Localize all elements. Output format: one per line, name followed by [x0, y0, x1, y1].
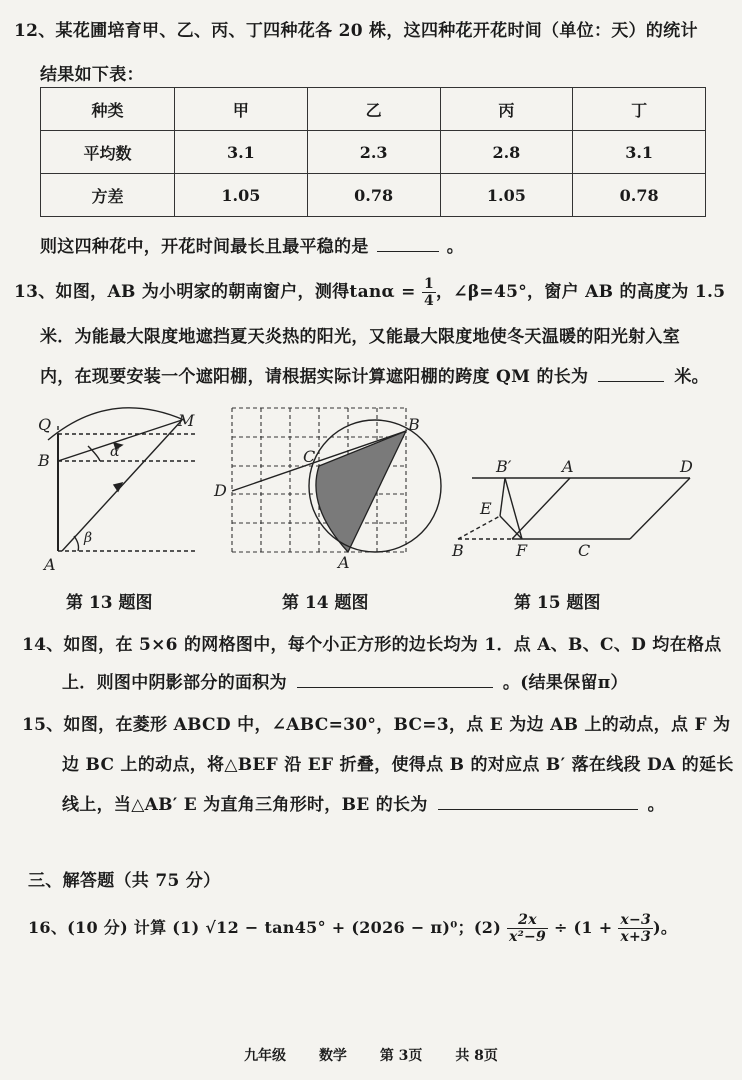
table-cell: 1.05 — [440, 174, 573, 217]
q12-line2: 结果如下表： — [40, 65, 144, 85]
table-header-cell: 丙 — [440, 88, 573, 131]
answer-blank — [297, 673, 493, 688]
q13-line2: 米．为能最大限度地遮挡夏天炎热的阳光，又能最大限度地使冬天温暖的阳光射入室 — [40, 327, 681, 347]
q16-part-c: )。 — [653, 918, 678, 937]
figure-13 — [48, 408, 196, 551]
figures-area — [0, 396, 742, 586]
label-f: F — [516, 541, 528, 560]
q15-line1: 15、如图，在菱形 ABCD 中，∠ABC=30°，BC=3，点 E 为边 AB 上的动点，点 F 为 — [22, 715, 731, 735]
table-row — [41, 131, 706, 174]
footer-subject: 数学 — [318, 1048, 347, 1064]
q13-line1-a: 13、如图，AB 为小明家的朝南窗户，测得tanα = — [14, 282, 416, 302]
label-b: B — [38, 451, 50, 470]
q13-line3-end: 米。 — [674, 367, 709, 387]
section-title: 三、解答题（共 75 分） — [28, 871, 221, 891]
label-b-prime: B′ — [496, 457, 512, 476]
label-d: D — [214, 481, 227, 500]
table-row — [41, 174, 706, 217]
label-a: A — [44, 555, 56, 574]
q16-fraction-2 — [618, 912, 653, 945]
label-d: D — [680, 457, 693, 476]
table-cell: 方差 — [41, 174, 175, 217]
page-footer — [0, 1045, 742, 1065]
table-cell: 0.78 — [573, 174, 706, 217]
table-cell: 2.8 — [440, 131, 573, 174]
table-header-cell: 丁 — [573, 88, 706, 131]
q16-part-b: ÷ (1 + — [553, 918, 613, 937]
q12-end: 。 — [446, 237, 465, 257]
fraction-denominator: x²−9 — [508, 929, 547, 945]
table-header-cell: 乙 — [307, 88, 440, 131]
figure-15 — [458, 478, 690, 539]
q15-line3 — [62, 790, 665, 815]
fraction-numerator: 1 — [423, 276, 434, 292]
q13-line1-b: ，∠β=45°，窗户 AB 的高度为 1.5 — [435, 282, 726, 302]
figure-15-labels — [451, 457, 693, 560]
table-header-cell: 甲 — [175, 88, 308, 131]
fraction-denominator: 4 — [423, 293, 434, 309]
sun-arc — [48, 408, 184, 440]
footer-total: 共 8页 — [455, 1048, 498, 1064]
table-cell: 2.3 — [307, 131, 440, 174]
q12-question — [40, 232, 464, 257]
table-cell: 平均数 — [41, 131, 175, 174]
q13-line1 — [14, 276, 725, 309]
figure-14-caption: 第 14 题图 — [282, 593, 369, 613]
label-b: B — [408, 415, 420, 434]
label-alpha: α — [110, 444, 120, 460]
beta-arc — [74, 536, 79, 551]
label-m: M — [178, 411, 195, 430]
footer-grade: 九年级 — [244, 1048, 287, 1064]
q14-line1: 14、如图，在 5×6 的网格图中，每个小正方形的边长均为 1．点 A、B、C、D 均在格点 — [22, 635, 722, 655]
q14-line2-text: 上．则图中阴影部分的面积为 — [62, 673, 287, 693]
q14-line2-end: 。(结果保留π） — [502, 673, 628, 693]
q13-line3-text: 内，在现要安装一个遮阳棚，请根据实际计算遮阳棚的跨度 QM 的长为 — [40, 367, 589, 387]
label-e: E — [480, 499, 492, 518]
table-header-cell: 种类 — [41, 88, 175, 131]
q15-line3-text: 线上，当△AB′ E 为直角三角形时，BE 的长为 — [62, 795, 428, 815]
answer-blank — [438, 795, 638, 810]
side-dc — [630, 478, 690, 539]
fraction-numerator: x−3 — [620, 912, 652, 928]
answer-blank — [377, 237, 439, 252]
fraction-denominator: x+3 — [620, 929, 652, 945]
label-a: A — [562, 457, 574, 476]
table-header-row — [41, 88, 706, 131]
answer-blank — [598, 367, 664, 382]
label-a: A — [338, 553, 350, 572]
label-beta: β — [84, 530, 93, 546]
label-c: C — [578, 541, 591, 560]
q16-line — [28, 912, 677, 945]
q12-line1: 12、某花圃培育甲、乙、丙、丁四种花各 20 株，这四种花开花时间（单位：天）的统计 — [14, 21, 698, 41]
q16-fraction-1 — [507, 912, 548, 945]
table-cell: 0.78 — [307, 174, 440, 217]
footer-page: 第 3页 — [379, 1048, 423, 1064]
q14-line2 — [62, 668, 628, 693]
fraction-numerator: 2x — [507, 912, 548, 929]
label-b: B — [452, 541, 464, 560]
figure-15-caption: 第 15 题图 — [514, 593, 601, 613]
figure-13-caption: 第 13 题图 — [66, 593, 153, 613]
table-cell: 3.1 — [573, 131, 706, 174]
table-cell: 3.1 — [175, 131, 308, 174]
table-cell: 1.05 — [175, 174, 308, 217]
q12-question-text: 则这四种花中，开花时间最长且最平稳的是 — [40, 237, 369, 257]
q15-line3-end: 。 — [647, 795, 665, 815]
segment-b1e — [500, 478, 505, 516]
label-q: Q — [38, 415, 52, 434]
stats-table — [40, 87, 706, 217]
q13-line3 — [40, 362, 709, 387]
segment-be — [458, 516, 500, 539]
q16-part-a: 16、(10 分) 计算 (1) √12 − tan45° + (2026 − π)⁰；(2) — [28, 918, 502, 937]
side-ab — [512, 478, 570, 539]
q15-line2: 边 BC 上的动点，将△BEF 沿 EF 折叠，使得点 B 的对应点 B′ 落在线段 DA 的延长 — [62, 755, 734, 775]
tan-fraction — [422, 276, 436, 309]
label-c: C — [303, 447, 316, 466]
